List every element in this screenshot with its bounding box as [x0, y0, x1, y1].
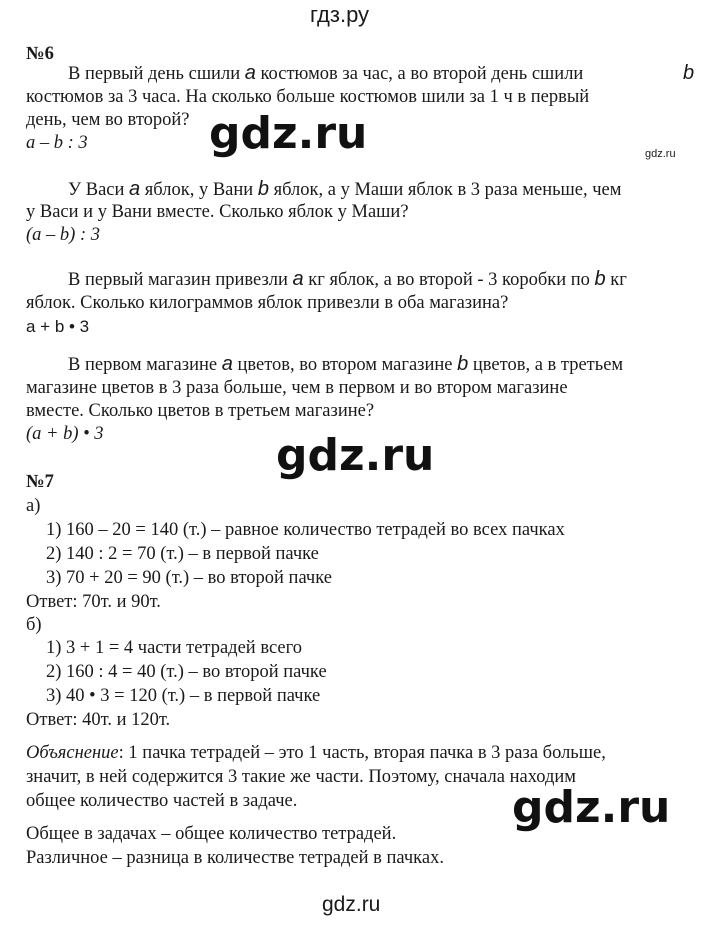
task-7-number: №7 [26, 472, 54, 492]
task-6-p2-line1: У Васи a яблок, у Вани b яблок, а у Маши яблок в 3 раза меньше, чем [68, 178, 622, 200]
task-7-explain-line2: значит, в ней содержится 3 такие же части. Поэтому, сначала находим [26, 767, 577, 787]
task-6-p4-line2: магазине цветов в 3 раза больше, чем в первом и во втором магазине [26, 378, 568, 398]
task-6-p4-answer: (a + b) • 3 [26, 424, 104, 444]
footer-watermark: gdz.ru [322, 893, 381, 916]
watermark-1: gdz.ru [209, 108, 368, 159]
task-6-p1-line2: костюмов за 3 часа. На сколько больше костюмов шили за 1 ч в первый [26, 87, 590, 107]
task-6-p3-answer: a + b • 3 [26, 317, 90, 336]
explain-label: Объяснение [26, 743, 119, 763]
task-6-p2-line2: у Васи и у Вани вместе. Сколько яблок у Маши? [26, 202, 409, 222]
task-7-b-step1: 1) 3 + 1 = 4 части тетрадей всего [46, 638, 302, 658]
site-header: гдз.ру [310, 2, 370, 27]
task-6-p4-line1: В первом магазине a цветов, во втором магазине b цветов, а в третьем [68, 353, 624, 375]
task-6-number: №6 [26, 44, 54, 64]
task-6-p3-line1: В первый магазин привезли a кг яблок, а во второй - 3 коробки по b кг [68, 268, 627, 290]
task-7-explain-line1: Объяснение: 1 пачка тетрадей – это 1 часть, вторая пачка в 3 раза больше, [26, 743, 606, 763]
task-7-b-answer: Ответ: 40т. и 120т. [26, 710, 171, 730]
task-7-b-step3: 3) 40 • 3 = 120 (т.) – в первой пачке [46, 686, 321, 706]
task-7-a-label: а) [26, 496, 41, 516]
task-6-p1-line1: В первый день сшили a костюмов за час, а во второй день сшили [68, 62, 584, 84]
watermark-small: gdz.ru [645, 148, 676, 160]
task-7-a-step3: 3) 70 + 20 = 90 (т.) – во второй пачке [46, 568, 332, 588]
task-6-p2-answer: (a – b) : 3 [26, 225, 100, 245]
task-7-a-answer: Ответ: 70т. и 90т. [26, 592, 161, 612]
task-6-p1-var-b: b [683, 62, 695, 84]
task-6-p1-line3: день, чем во второй? [26, 110, 190, 130]
task-7-a-step1: 1) 160 – 20 = 140 (т.) – равное количество тетрадей во всех пачках [46, 520, 565, 540]
task-7-b-label: б) [26, 615, 42, 635]
task-6-p1-answer: a – b : 3 [26, 133, 88, 153]
task-7-a-step2: 2) 140 : 2 = 70 (т.) – в первой пачке [46, 544, 319, 564]
task-6-p3-line2: яблок. Сколько килограммов яблок привезли в оба магазина? [26, 293, 509, 313]
task-7-explain-line3: общее количество частей в задаче. [26, 791, 298, 811]
watermark-3: gdz.ru [512, 782, 671, 833]
watermark-2: gdz.ru [276, 430, 435, 481]
task-7-common: Общее в задачах – общее количество тетрадей. [26, 824, 397, 844]
task-7-b-step2: 2) 160 : 4 = 40 (т.) – во второй пачке [46, 662, 327, 682]
task-6-p4-line3: вместе. Сколько цветов в третьем магазине? [26, 401, 375, 421]
task-7-diff: Различное – разница в количестве тетрадей в пачках. [26, 848, 444, 868]
